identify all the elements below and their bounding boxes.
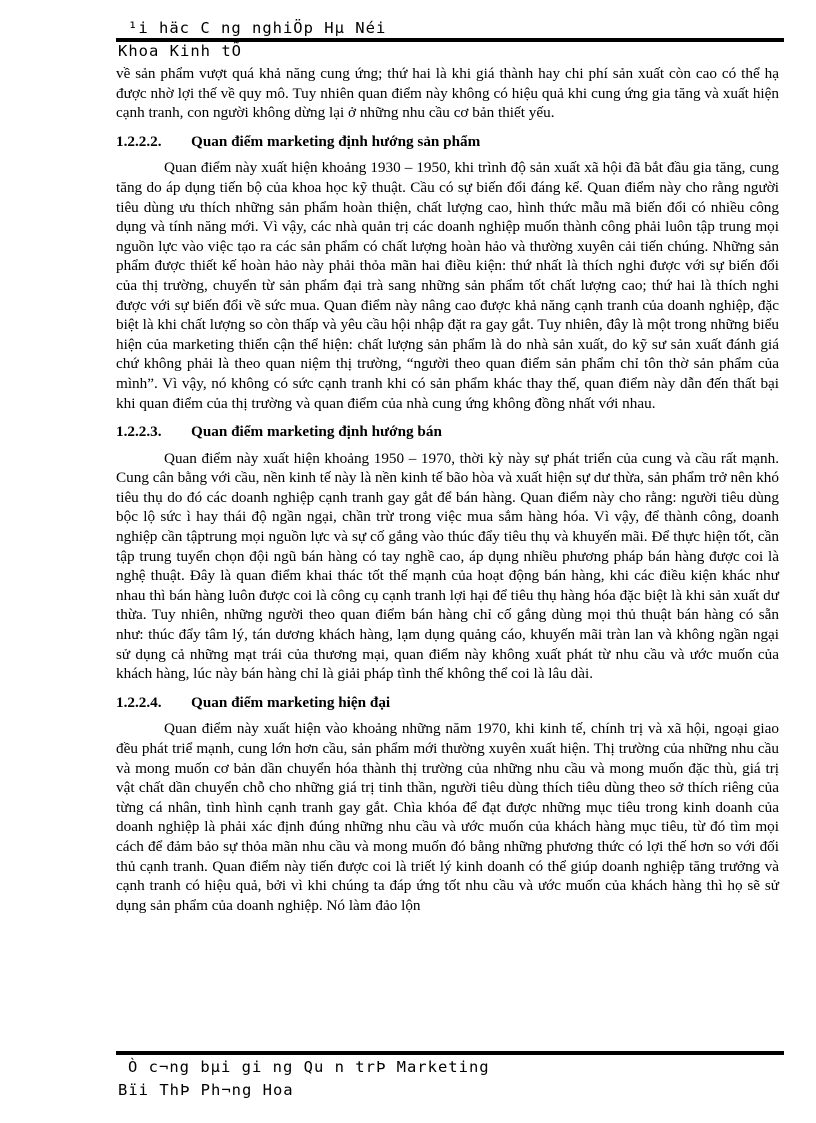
- section-paragraph: Quan điểm này xuất hiện khoảng 1930 – 1950, khi trình độ sản xuất xã hội đã bắt đầu gia tăng, cung tăng do áp dụng tiến bộ của khoa học kỹ thuật. Cầu có sự biến đổi đáng kể. Quan điểm này cho rằng người tiêu dùng ưu thích những sản phẩm hoàn thiện, chất lượng cao, hình thức mẫu mã biến đổi có nhiều công dụng và tính năng mới. Vì vậy, các nhà quản trị các doanh nghiệp muốn thành công phải luôn tập trung mọi nguồn lực vào việc tạo ra các sản phẩm có chất lượng hoàn hảo và thường xuyên cải tiến chúng. Những sản phẩm được thiết kế hoàn hảo này phải thỏa mãn hai điều kiện: thứ nhất là thích nghi được với sự biến đổi của thị trường, chuyển từ sản phẩm đại trà sang những sản phẩm tốt chất lượng cao; thứ hai là thích nghi được với sự biến đổi về sức mua. Quan điểm này nâng cao được khả năng cạnh tranh của doanh nghiệp, đặc biệt là khi chất lượng so còn thấp và yêu cầu hội nhập đặt ra gay gắt. Tuy nhiên, đây là một trong những biểu hiện của marketing thiển cận thể hiện: chất lượng sản phẩm là do nhà sản xuất, do kỹ sư sản xuất đánh giá chứ không phải là theo quan niệm thị trường, “người theo quan điểm sản phẩm chỉ tôn thờ sản phẩm của mình”. Vì vậy, nó không có sức cạnh tranh khi có sản phẩm khác thay thế, quan điểm này dẫn đến thất bại khi quan điểm của thị trường và quan điểm của nhà cung ứng không đồng nhất với nhau.: [116, 159, 779, 412]
- header-rule: [116, 38, 784, 42]
- section-paragraph: Quan điểm này xuất hiện khoảng 1950 – 1970, thời kỳ này sự phát triển của cung và cầu rất mạnh. Cung cân bằng với cầu, nền kinh tế này là nền kinh tế bão hòa và xuất hiện sự dư thừa, sản phẩm trở nên khó tiêu thụ do đó các doanh nghiệp cạnh tranh gay gắt để bán hàng. Quan điểm này cho rằng: người tiêu dùng bộc lộ sức ì hay thái độ ngần ngại, chần trừ trong việc mua sắm hàng hóa. Vì vậy, để thành công, doanh nghiệp cần tậptrung mọi nguồn lực và sự cố gắng vào thúc đẩy tiêu thụ và khuyến mãi. Để thực hiện tốt, cần tập trung tuyển chọn đội ngũ bán hàng có tay nghề cao, áp dụng nhiều phương pháp bán hàng được coi là nghệ thuật. Đây là quan điểm khai thác tốt thế mạnh của hoạt động bán hàng, khi các điều kiện khác như nhau thì bán hàng luôn được coi là công cụ cạnh tranh lợi hại để tiêu thụ hàng hóa đặc biệt là khi sản xuất dư thừa. Tuy nhiên, những người theo quan điểm bán hàng chỉ cố gắng dùng mọi thủ thuật bán hàng có sẵn như: thúc đẩy tâm lý, tán dương khách hàng, lạm dụng quảng cáo, khuyến mãi tràn lan và không ngần ngại sử dụng cả những mạt trái của thương mại, quan điểm này không xuất phát từ nhu cầu và ước muốn của khách hàng, lúc này bán hàng chỉ là giải pháp tình thế không thể coi là lâu dài.: [116, 449, 779, 683]
- section-heading: [116, 693, 779, 713]
- header-faculty-name: Khoa Kinh tÕ: [118, 42, 242, 60]
- section-number: 1.2.2.4.: [116, 693, 162, 711]
- footer-course-title: Ò c¬ng bµi gi ng Qu n trÞ Marketing: [128, 1058, 490, 1076]
- header-university-name: ¹i häc C ng nghiÖp Hµ Néi: [128, 19, 387, 37]
- intro-paragraph: về sản phẩm vượt quá khả năng cung ứng; thứ hai là khi giá thành hay chi phí sản xuất còn cao có thể hạ được nhờ lợi thế về quy mô. Tuy nhiên quan điểm này không có hiệu quả khi cung ứng gia tăng và xuất hiện cạnh tranh, con người không dừng lại ở những nhu cầu cơ bản thiết yếu.: [116, 65, 779, 122]
- footer-author: Bïi ThÞ Ph¬ng Hoa: [118, 1081, 294, 1099]
- section-number: 1.2.2.2.: [116, 132, 162, 150]
- section-heading: [116, 132, 779, 152]
- section-title: Quan điểm marketing định hướng sản phẩm: [191, 132, 481, 150]
- footer-rule: [116, 1051, 784, 1055]
- section-paragraph: Quan điểm này xuất hiện vào khoảng những năm 1970, khi kinh tế, chính trị và xã hội, ngoại giao đều phát triể mạnh, cung lớn hơn cầu, sản phẩm mới thường xuyên xuất hiện. Thị trường của những nhu cầu và mong muốn cơ bản dần chuyển hóa thành thị trường của những nhu cầu và mong muốn đặc thù, giá trị vật chất dần chuyển chỗ cho những giá trị tinh thần, người tiêu dùng thích tiêu dùng theo sở thích riêng của từng cá nhân, tình hình cạnh tranh gay gắt. Chìa khóa để đạt được những mục tiêu trong kinh doanh của doanh nghiệp là phải xác định đúng những nhu cầu và ước muốn của khách hàng mục tiêu, từ đó tìm mọi cách để đảm bảo sự thỏa mãn nhu cầu và mong muốn đó bằng những phương thức có lợi thế hơn so với đối thủ cạnh tranh. Quan điểm này tiến được coi là triết lý kinh doanh có thể giúp doanh nghiệp tăng trưởng và cạnh tranh có hiệu quả, bởi vì khi chúng ta đáp ứng tốt nhu cầu và ước muốn của khách hàng thì họ sẽ sử dụng sản phẩm của doanh nghiệp. Nó làm đảo lộn: [116, 720, 779, 914]
- section-number: 1.2.2.3.: [116, 423, 162, 441]
- section-title: Quan điểm marketing định hướng bán: [191, 423, 442, 441]
- section-title: Quan điểm marketing hiện đại: [191, 693, 391, 711]
- section-heading: [116, 422, 779, 442]
- document-body: [116, 64, 779, 915]
